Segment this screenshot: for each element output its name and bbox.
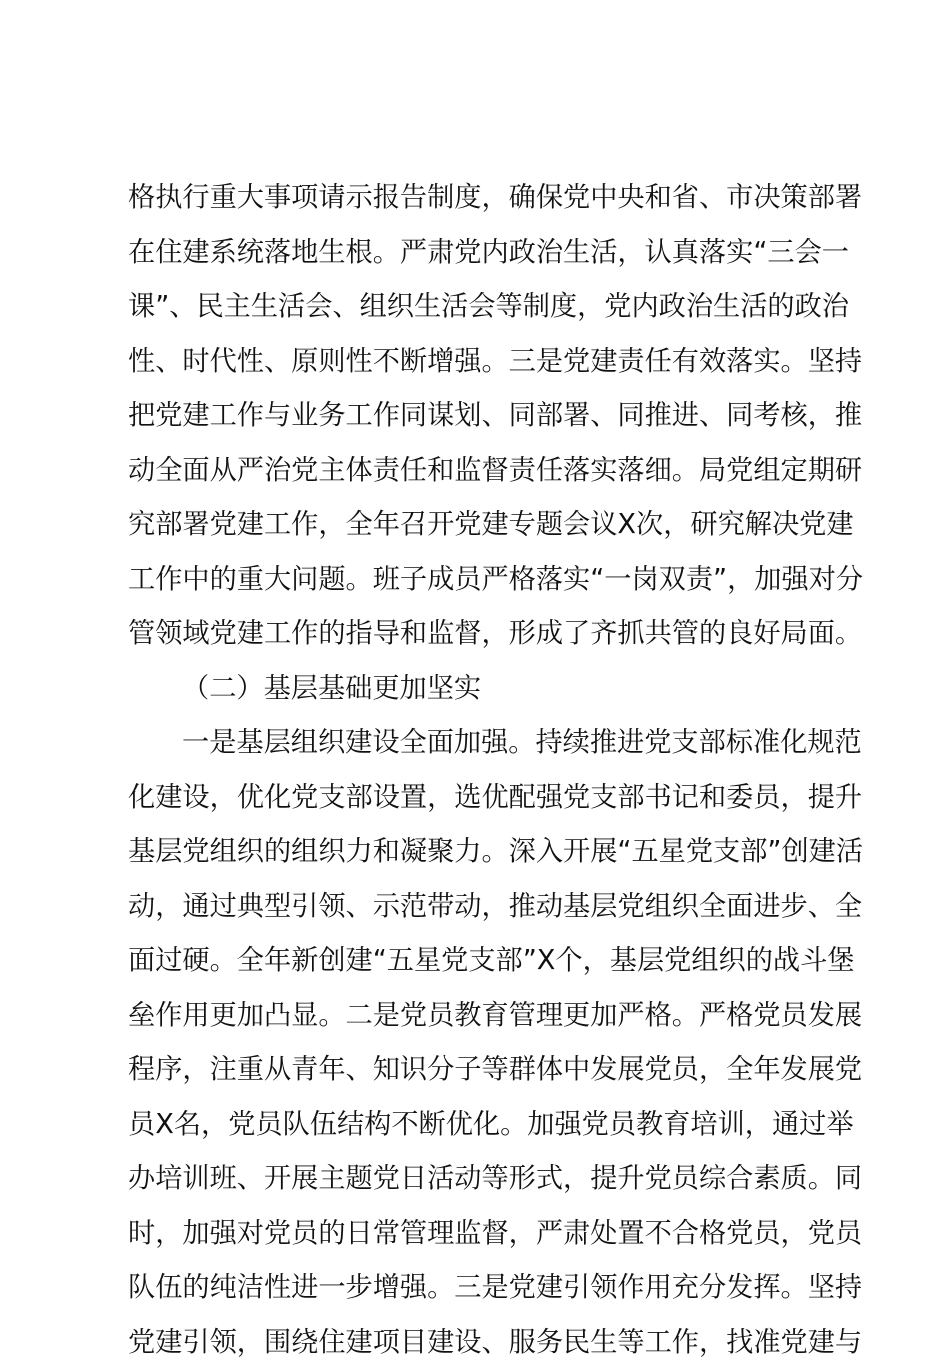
section-heading: （二）基层基础更加坚实 [128,662,818,717]
text-line: 工作中的重大问题。班子成员严格落实“一岗双责”，加强对分 [128,553,818,608]
text-line: 基层党组织的组织力和凝聚力。深入开展“五星党支部”创建活 [128,825,818,880]
text-line: 动全面从严治党主体责任和监督责任落实落细。局党组定期研 [128,444,818,499]
text-line: 究部署党建工作，全年召开党建专题会议X次，研究解决党建 [128,498,818,553]
text-line: 在住建系统落地生根。严肃党内政治生活，认真落实“三会一 [128,226,818,281]
text-line: 格执行重大事项请示报告制度，确保党中央和省、市决策部署 [128,171,818,226]
document-body [128,171,818,1370]
text-line: 员X名，党员队伍结构不断优化。加强党员教育培训，通过举 [128,1098,818,1153]
paragraph-2 [128,716,818,1370]
text-line: 面过硬。全年新创建“五星党支部”X个，基层党组织的战斗堡 [128,934,818,989]
text-line: 垒作用更加凸显。二是党员教育管理更加严格。严格党员发展 [128,989,818,1044]
text-line: 党建引领，围绕住建项目建设、服务民生等工作，找准党建与 [128,1316,818,1370]
text-line: 动，通过典型引领、示范带动，推动基层党组织全面进步、全 [128,880,818,935]
text-line: 把党建工作与业务工作同谋划、同部署、同推进、同考核，推 [128,389,818,444]
text-line: 队伍的纯洁性进一步增强。三是党建引领作用充分发挥。坚持 [128,1261,818,1316]
text-line: 程序，注重从青年、知识分子等群体中发展党员，全年发展党 [128,1043,818,1098]
text-line: 一是基层组织建设全面加强。持续推进党支部标准化规范 [128,716,818,771]
text-line: 办培训班、开展主题党日活动等形式，提升党员综合素质。同 [128,1152,818,1207]
paragraph-1 [128,171,818,662]
text-line: 时，加强对党员的日常管理监督，严肃处置不合格党员，党员 [128,1207,818,1262]
text-line: 管领域党建工作的指导和监督，形成了齐抓共管的良好局面。 [128,607,818,662]
text-line: 化建设，优化党支部设置，选优配强党支部书记和委员，提升 [128,771,818,826]
text-line: 课”、民主生活会、组织生活会等制度，党内政治生活的政治 [128,280,818,335]
text-line: 性、时代性、原则性不断增强。三是党建责任有效落实。坚持 [128,335,818,390]
